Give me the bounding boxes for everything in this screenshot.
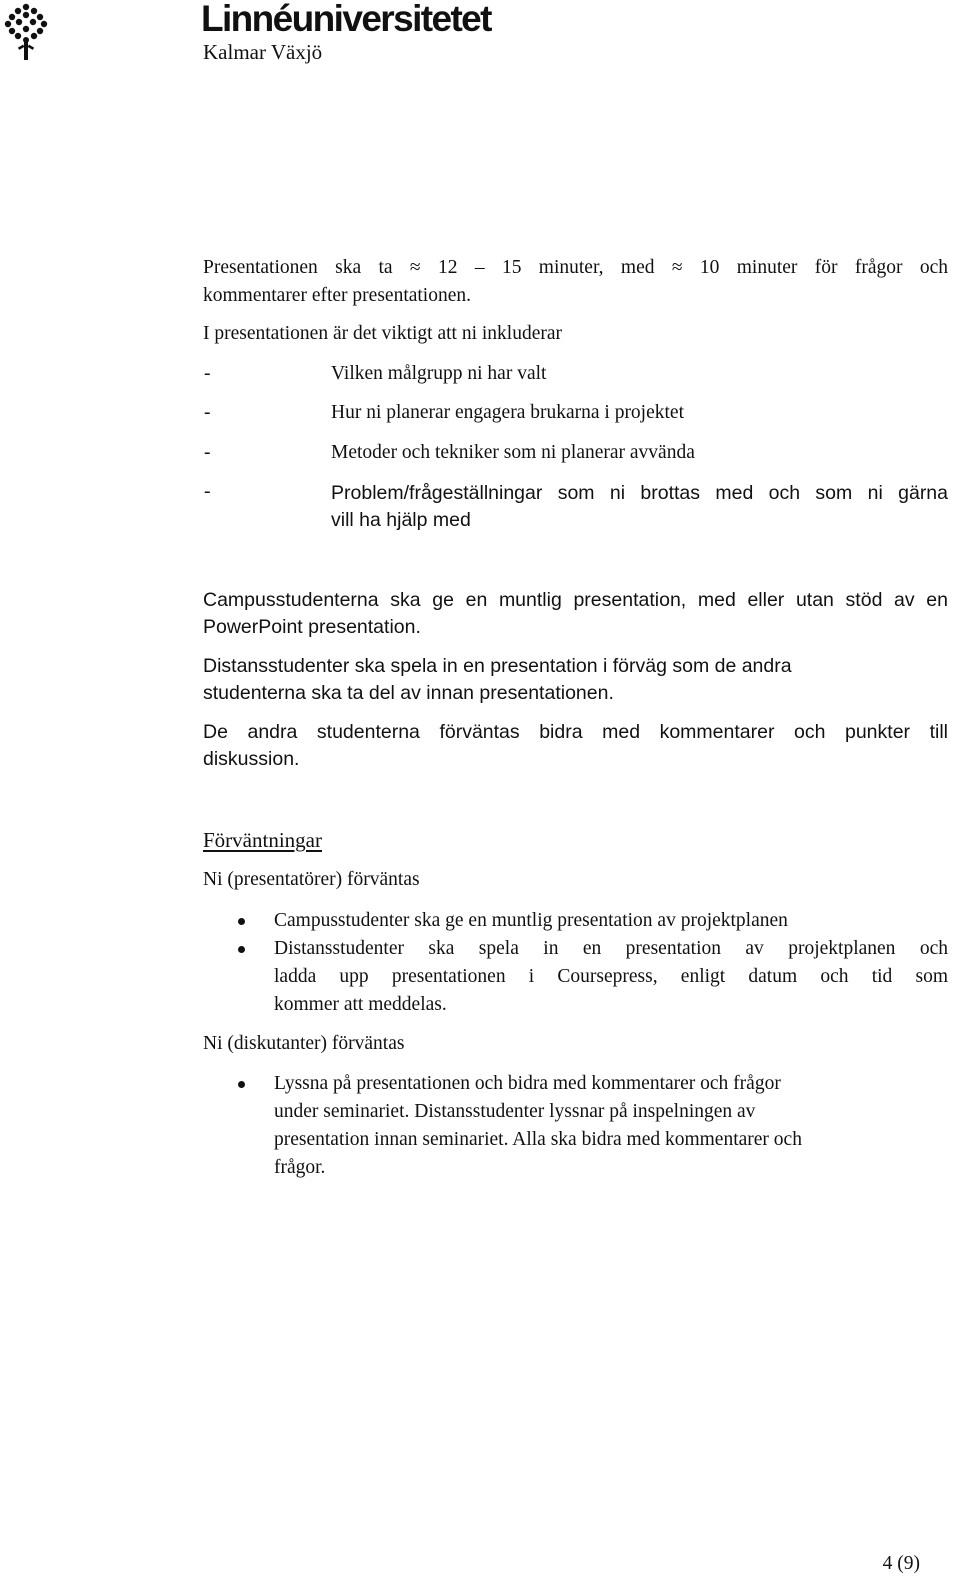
discussant-bullet-line-2: under seminariet. Distansstudenter lyssnar på inspelningen av	[274, 1101, 756, 1122]
bullet-icon	[238, 946, 245, 953]
include-item-1: Vilken målgrupp ni har valt	[331, 363, 547, 384]
discussant-bullet-line-1: Lyssna på presentationen och bidra med kommentarer och frågor	[274, 1073, 781, 1094]
campus-line-1: Campusstudenterna ska ge en muntlig presentation, med eller utan stöd av en	[203, 589, 948, 611]
page-number: 4 (9)	[882, 1553, 920, 1574]
tree-emblem-icon	[4, 2, 48, 62]
distance-line-1: Distansstudenter ska spela in en presentation i förväg som de andra	[203, 655, 792, 677]
include-item-4-line-2: vill ha hjälp med	[331, 509, 471, 531]
section-heading: Förväntningar	[203, 828, 322, 852]
discussant-bullet-line-3: presentation innan seminariet. Alla ska bidra med kommentarer och	[274, 1129, 802, 1150]
logo-subtitle: Kalmar Växjö	[203, 40, 323, 64]
list-dash: -	[204, 442, 211, 463]
intro-line-1: Presentationen ska ta ≈ 12 – 15 minuter, med ≈ 10 minuter för frågor och	[203, 257, 948, 278]
include-item-4-line-1: Problem/frågeställningar som ni brottas med och som ni gärna	[331, 482, 948, 504]
distance-line-2: studenterna ska ta del av innan presentationen.	[203, 682, 614, 704]
presenter-bullet-2-line-2: ladda upp presentationen i Coursepress, enligt datum och tid som	[274, 966, 948, 987]
list-dash: -	[204, 481, 211, 502]
discussant-bullet-line-4: frågor.	[274, 1157, 326, 1178]
presenter-bullet-2-line-1: Distansstudenter ska spela in en presentation av projektplanen och	[274, 938, 948, 959]
intro-line-2: kommentarer efter presentationen.	[203, 285, 472, 306]
university-logo	[0, 0, 540, 70]
discussants-lead: Ni (diskutanter) förväntas	[203, 1033, 405, 1054]
bullet-icon	[238, 1081, 245, 1088]
others-line-2: diskussion.	[203, 748, 300, 770]
bullet-icon	[238, 918, 245, 925]
campus-line-2: PowerPoint presentation.	[203, 616, 421, 638]
presenters-lead: Ni (presentatörer) förväntas	[203, 869, 420, 890]
presenter-bullet-1: Campusstudenter ska ge en muntlig presentation av projektplanen	[274, 910, 788, 931]
include-lead: I presentationen är det viktigt att ni inkluderar	[203, 323, 563, 344]
list-dash: -	[204, 363, 211, 384]
list-dash: -	[204, 402, 211, 423]
others-line-1: De andra studenterna förväntas bidra med kommentarer och punkter till	[203, 721, 948, 743]
presenter-bullet-2-line-3: kommer att meddelas.	[274, 994, 447, 1015]
logo-wordmark: Linnéuniversitetet	[201, 0, 491, 39]
include-item-3: Metoder och tekniker som ni planerar avvända	[331, 442, 695, 463]
include-item-2: Hur ni planerar engagera brukarna i projektet	[331, 402, 684, 423]
